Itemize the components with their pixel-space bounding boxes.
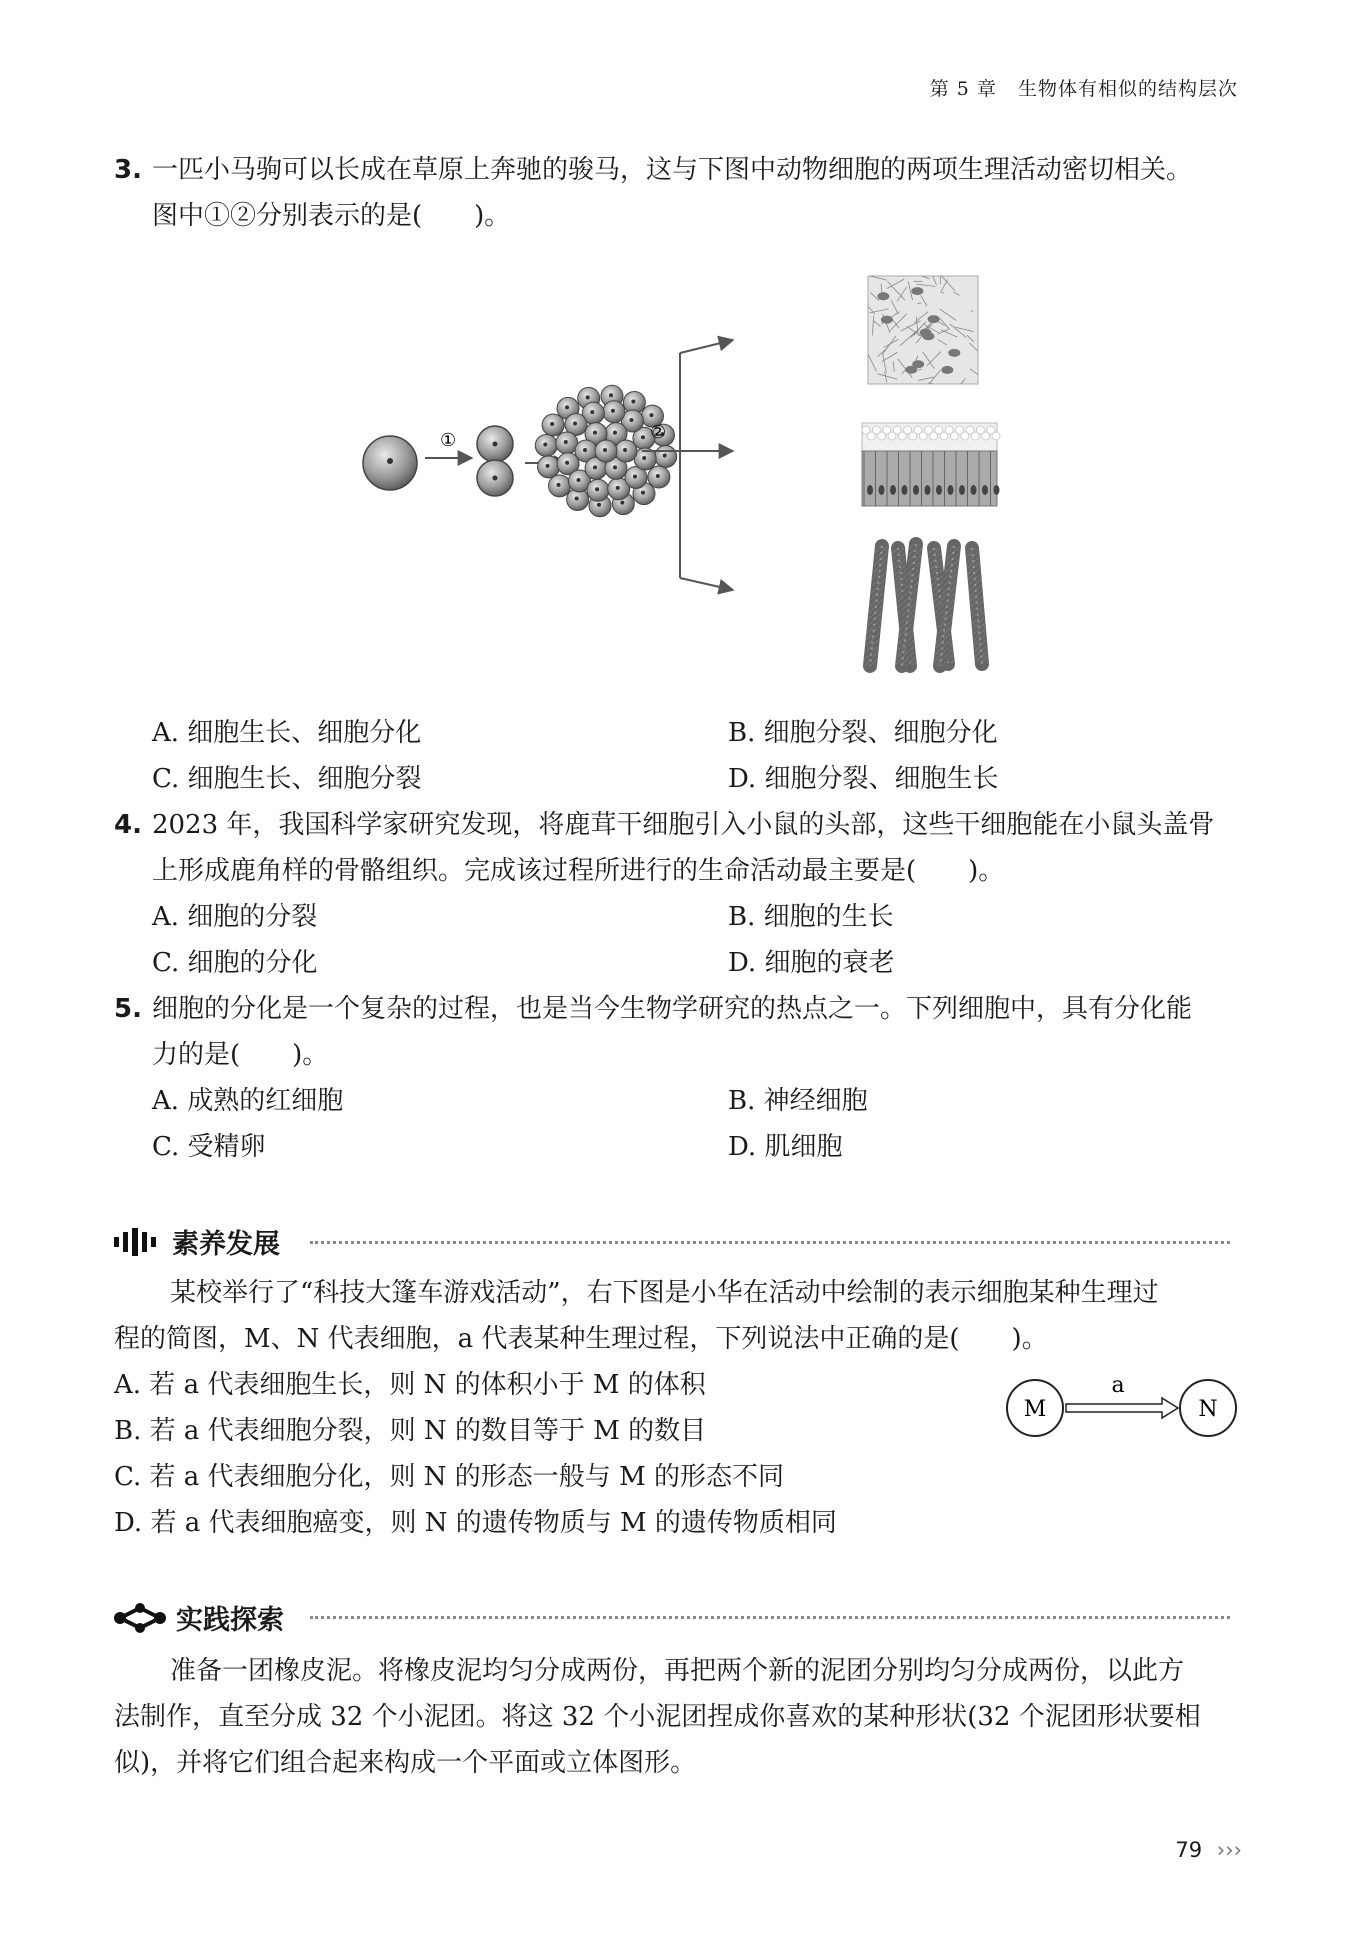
q5-option-c: C. 受精卵 xyxy=(152,1132,266,1162)
q3-option-c: C. 细胞生长、细胞分裂 xyxy=(152,764,422,794)
section-heading-literacy xyxy=(112,1222,280,1261)
cell-n-label: N xyxy=(1198,1397,1218,1422)
q3-option-d: D. 细胞分裂、细胞生长 xyxy=(728,764,999,794)
branch-arrow-bottom xyxy=(680,578,733,590)
q3-option-b: B. 细胞分裂、细胞分化 xyxy=(728,718,998,748)
muscle-tissue-icon xyxy=(870,544,982,666)
m-to-n-diagram xyxy=(1000,1372,1245,1444)
chapter-title: 生物体有相似的结构层次 xyxy=(1017,78,1238,100)
section1-paragraph-line-1: 某校举行了“科技大篷车游戏活动”，右下图是小华在活动中绘制的表示细胞某种生理过 xyxy=(170,1278,1159,1308)
s1-option-a: A. 若 a 代表细胞生长，则 N 的体积小于 M 的体积 xyxy=(114,1370,706,1400)
section2-paragraph-line-2: 法制作，直至分成 32 个小泥团。将这 32 个小泥团捏成你喜欢的某种形状(32 个泥团形状要相 xyxy=(114,1702,1201,1732)
molecule-icon xyxy=(112,1603,168,1633)
question-3-line-2: 图中①②分别表示的是( )。 xyxy=(152,201,511,231)
cell-m-label: M xyxy=(1023,1397,1047,1422)
epithelial-tissue-icon xyxy=(862,423,1000,506)
question-number: 4. xyxy=(114,810,142,840)
q4-option-a: A. 细胞的分裂 xyxy=(152,902,318,932)
double-arrow-icon xyxy=(1066,1398,1178,1418)
label-2: ② xyxy=(650,422,667,443)
question-number: 5. xyxy=(114,994,142,1024)
sound-bars-icon xyxy=(112,1228,164,1256)
question-4-line-1: 4. 2023 年，我国科学家研究发现，将鹿茸干细胞引入小鼠的头部，这些干细胞能在小鼠头盖骨 xyxy=(114,810,1215,840)
question-4-line-2: 上形成鹿角样的骨骼组织。完成该过程所进行的生命活动最主要是( )。 xyxy=(152,856,1005,886)
section-heading-practice xyxy=(112,1598,284,1637)
section1-paragraph-line-2: 程的简图，M、N 代表细胞，a 代表某种生理过程，下列说法中正确的是( )。 xyxy=(114,1324,1048,1354)
chapter-label: 第 5 章 xyxy=(929,78,997,100)
question-number: 3. xyxy=(114,155,142,185)
section-title: 实践探索 xyxy=(176,1605,284,1636)
label-1: ① xyxy=(440,430,457,451)
nerve-tissue-icon xyxy=(868,276,978,384)
branch-arrow-top xyxy=(680,340,733,353)
q5-option-d: D. 肌细胞 xyxy=(728,1132,843,1162)
question-3-line-1: 3. 一匹小马驹可以长成在草原上奔驰的骏马，这与下图中动物细胞的两项生理活动密切相关。 xyxy=(114,155,1192,185)
cell-division-differentiation-figure xyxy=(350,268,1030,678)
two-cell-icon xyxy=(477,426,513,496)
section-title: 素养发展 xyxy=(172,1229,280,1260)
q5-option-b: B. 神经细胞 xyxy=(728,1086,868,1116)
s1-option-d: D. 若 a 代表细胞癌变，则 N 的遗传物质与 M 的遗传物质相同 xyxy=(114,1508,837,1538)
q4-option-b: B. 细胞的生长 xyxy=(728,902,894,932)
question-5-line-2: 力的是( )。 xyxy=(152,1040,329,1070)
process-label-a: a xyxy=(1111,1373,1125,1398)
s1-option-c: C. 若 a 代表细胞分化，则 N 的形态一般与 M 的形态不同 xyxy=(114,1462,784,1492)
fertilized-egg-icon xyxy=(363,436,417,490)
q4-option-d: D. 细胞的衰老 xyxy=(728,948,895,978)
section2-paragraph-line-3: 似)，并将它们组合起来构成一个平面或立体图形。 xyxy=(114,1748,697,1778)
q5-option-a: A. 成熟的红细胞 xyxy=(152,1086,344,1116)
section2-paragraph-line-1: 准备一团橡皮泥。将橡皮泥均匀分成两份，再把两个新的泥团分别均匀分成两份，以此方 xyxy=(170,1656,1185,1686)
dotted-divider xyxy=(310,1241,1230,1244)
running-header xyxy=(930,74,1238,101)
q4-option-c: C. 细胞的分化 xyxy=(152,948,318,978)
s1-option-b: B. 若 a 代表细胞分裂，则 N 的数目等于 M 的数目 xyxy=(114,1416,707,1446)
q3-option-a: A. 细胞生长、细胞分化 xyxy=(152,718,422,748)
dotted-divider xyxy=(310,1616,1230,1619)
page-number: 79 ››› xyxy=(1175,1838,1242,1862)
question-5-line-1: 5. 细胞的分化是一个复杂的过程，也是当今生物学研究的热点之一。下列细胞中，具有分化能 xyxy=(114,994,1192,1024)
page-arrows-icon: ››› xyxy=(1216,1838,1242,1862)
